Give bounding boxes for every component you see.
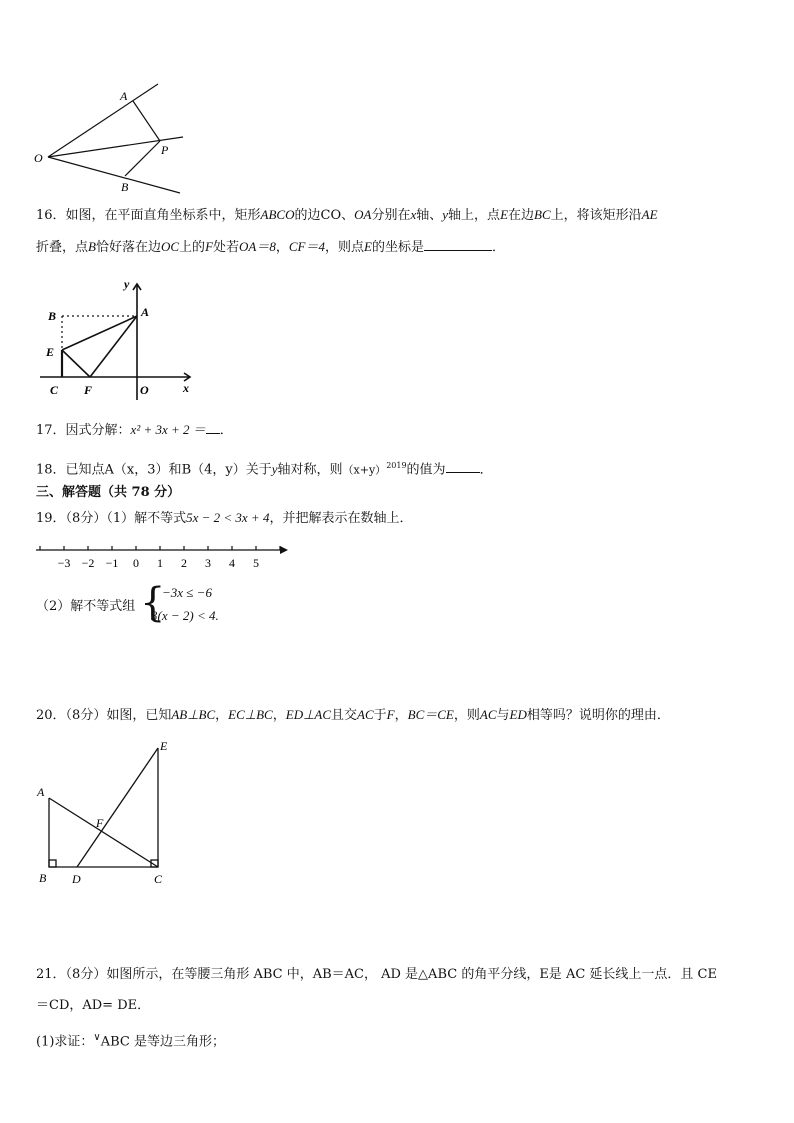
- label-p: P: [161, 143, 169, 157]
- label-f: F: [84, 383, 93, 397]
- q16-line2: 折叠，点B恰好落在边OC上的F处若OA＝8，CF＝4，则点E的坐标是 ．: [36, 239, 506, 255]
- q19-system-eq1: −3x ≤ −6: [162, 585, 212, 600]
- numberline-label: −3: [57, 556, 71, 570]
- label-o: O: [140, 383, 149, 397]
- label-d: D: [72, 872, 81, 886]
- segment-ac: [49, 798, 158, 867]
- segment-ef: [62, 350, 90, 377]
- section-3-title: 三、解答题（共 78 分）: [36, 485, 181, 500]
- q21-line3: (1)求证：∨ABC 是等边三角形；: [36, 1032, 226, 1050]
- q15-figure: [30, 82, 190, 198]
- label-c: C: [154, 872, 163, 886]
- numberline-label: −2: [81, 556, 95, 570]
- label-b: B: [39, 871, 47, 885]
- ray-ob: [48, 157, 180, 193]
- label-e: E: [160, 739, 168, 753]
- segment-fa: [90, 316, 137, 377]
- q17-answer-blank[interactable]: [206, 421, 220, 434]
- label-a: A: [141, 305, 150, 319]
- q18-answer-blank[interactable]: [446, 460, 480, 473]
- segment-ap: [133, 101, 160, 141]
- label-f: F: [96, 816, 104, 830]
- numberline-label: −1: [105, 556, 119, 570]
- label-b: B: [121, 180, 129, 194]
- label-a: A: [37, 785, 45, 799]
- numberline-label: 5: [253, 556, 259, 570]
- q19-system-brace: {: [140, 580, 166, 626]
- q16-answer-blank[interactable]: [424, 238, 492, 251]
- q18: 18．已知点A（x，3）和B（4，y）关于y轴对称，则$(x+y)^{2019}$的值为 ．: [36, 461, 493, 478]
- q19-part2: （2）解不等式组: [36, 599, 136, 614]
- label-o: O: [34, 151, 43, 165]
- q21-line2: ＝CD，AD= DE．: [36, 998, 151, 1013]
- right-angle-b: [49, 860, 56, 867]
- label-b: B: [48, 309, 57, 323]
- q16-figure: [40, 276, 200, 400]
- q19-number-line: [36, 540, 288, 572]
- q19-system-eq2: 3(x − 2) < 4.: [151, 608, 219, 623]
- numberline-label: 3: [205, 556, 211, 570]
- q20-line: 20．（8分）如图，已知AB⊥BC，EC⊥BC，ED⊥AC且交AC于F，BC＝CE，则AC与ED相等吗？说明你的理由．: [36, 707, 670, 723]
- q16-line1: 16．如图，在平面直角坐标系中，矩形ABCO的边CO、OA分别在x轴、y轴上，点E在边BC上，将该矩形沿AE: [36, 207, 658, 223]
- label-c: C: [50, 383, 59, 397]
- ray-oa: [48, 84, 158, 157]
- label-x: x: [183, 381, 189, 395]
- numberline-label: 2: [181, 556, 187, 570]
- segment-de: [77, 748, 158, 867]
- segment-ea: [62, 316, 137, 350]
- label-e: E: [46, 345, 55, 359]
- segment-pb: [125, 141, 160, 176]
- numberline-label: 4: [229, 556, 235, 570]
- label-a: A: [120, 89, 128, 103]
- label-y: y: [124, 277, 130, 291]
- q17: 17．因式分解：x² + 3x + 2 ＝ ．: [36, 422, 233, 438]
- numberline-label: 0: [133, 556, 139, 570]
- numberline-label: 1: [157, 556, 163, 570]
- q19-line1: 19．（8分）（1）解不等式5x − 2 < 3x + 4，并把解表示在数轴上．: [36, 510, 413, 526]
- q20-figure: [34, 736, 184, 888]
- q21-line1: 21．（8分）如图所示，在等腰三角形 ABC 中，AB＝AC， AD 是△ABC 的角平分线，E是 AC 延长线上一点．且 CE: [36, 967, 717, 982]
